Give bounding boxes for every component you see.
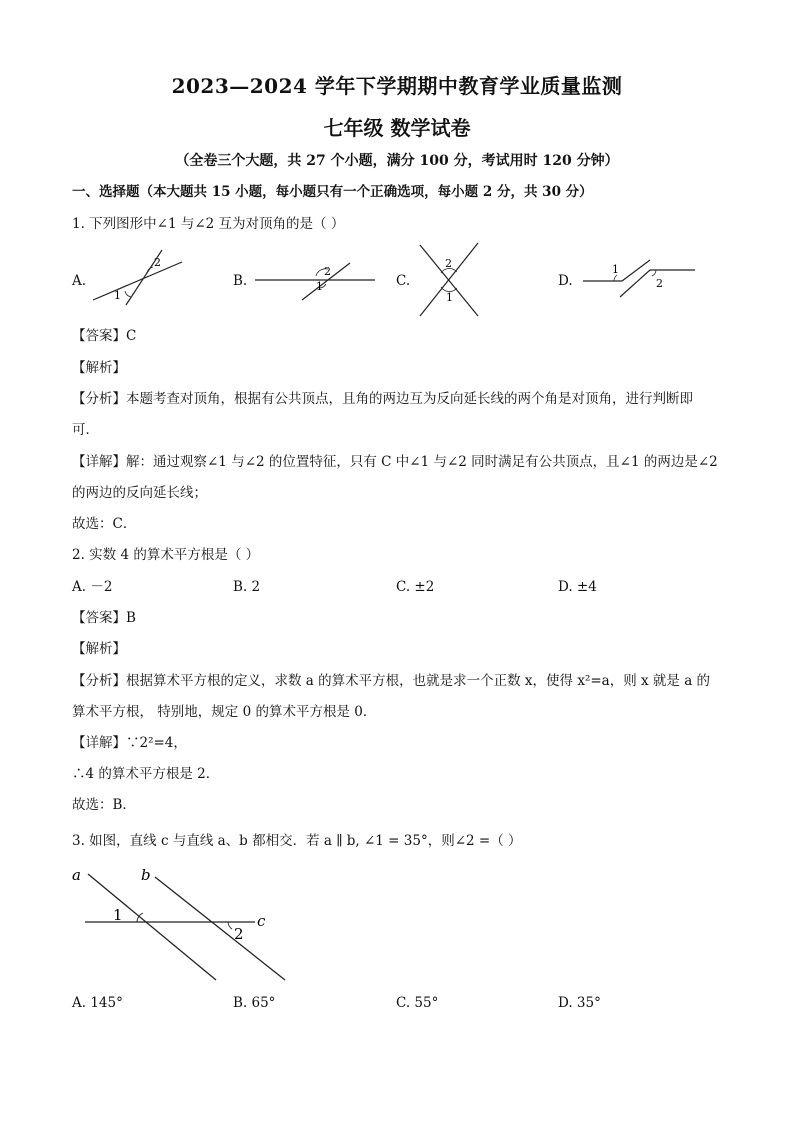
q1-analysis-line-1: 【分析】本题考查对顶角，根据有公共顶点，且角的两边互为反向延长线的两个角是对顶角，进行判断即 — [72, 391, 693, 407]
q1-answer: 【答案】C — [72, 328, 137, 344]
question-1-stem: 1. 下列图形中∠1 与∠2 互为对顶角的是（ ） — [72, 216, 345, 232]
q1-option-a-label: A. — [72, 273, 87, 289]
q1-figure-d — [580, 255, 700, 305]
exam-title: 2023—2024 学年下学期期中教育学业质量监测 — [171, 74, 623, 98]
q2-analysis-line-2: 算术平方根， 特别地，规定 0 的算术平方根是 0． — [72, 704, 377, 720]
q1-figure-b — [250, 255, 380, 305]
q3-option-b: B. 65° — [233, 995, 276, 1011]
exam-subtitle: 七年级 数学试卷 — [323, 116, 471, 140]
q3-line-b-label: b — [141, 866, 151, 884]
q2-answer: 【答案】B — [72, 610, 136, 626]
q3-option-d: D. 35° — [558, 995, 601, 1011]
exam-note: （全卷三个大题，共 27 个小题，满分 100 分，考试用时 120 分钟） — [175, 153, 619, 169]
q1-analysis-heading: 【解析】 — [72, 360, 126, 376]
q3-option-c: C. 55° — [396, 995, 439, 1011]
q1-figure-c — [415, 240, 485, 320]
q3-line-c-label: c — [257, 912, 266, 930]
question-3-stem: 3. 如图，直线 c 与直线 a、b 都相交．若 a ∥ b, ∠1 = 35°，则∠2 =（ ） — [72, 833, 522, 849]
q1d-angle-1-label: 1 — [612, 263, 619, 276]
q3-angle-1-label: 1 — [113, 906, 123, 924]
q3-figure — [70, 862, 290, 987]
q1c-angle-2-label: 2 — [445, 257, 452, 270]
q2-analysis-heading: 【解析】 — [72, 641, 126, 657]
q1-choice: 故选：C． — [72, 516, 137, 532]
q2-analysis-line-1: 【分析】根据算术平方根的定义，求数 a 的算术平方根，也就是求一个正数 x，使得 x²=a，则 x 就是 a 的 — [72, 673, 711, 689]
q1-detail-line-2: 的两边的反向延长线； — [72, 485, 207, 501]
q1-option-c-label: C. — [396, 273, 411, 289]
q2-option-a: A. －2 — [72, 579, 113, 595]
q1b-angle-2-label: 2 — [324, 265, 331, 278]
q3-option-a: A. 145° — [72, 995, 123, 1011]
q2-option-c: C. ±2 — [396, 579, 435, 595]
q1a-angle-1-label: 1 — [114, 289, 121, 302]
q1a-angle-2-label: 2 — [154, 256, 161, 269]
section-heading: 一、选择题（本大题共 15 小题，每小题只有一个正确选项，每小题 2 分，共 30 分） — [72, 184, 593, 200]
q2-option-d: D. ±4 — [558, 579, 597, 595]
q1-detail-line-1: 【详解】解：通过观察∠1 与∠2 的位置特征，只有 C 中∠1 与∠2 同时满足有公共顶点，且∠1 的两边是∠2 — [72, 454, 718, 470]
q2-option-b: B. 2 — [233, 579, 261, 595]
q2-detail-line-2: ∴4 的算术平方根是 2． — [72, 766, 220, 782]
q3-line-a-label: a — [72, 866, 81, 884]
q1-option-d-label: D. — [558, 273, 573, 289]
q2-detail-line-1: 【详解】∵2²=4， — [72, 735, 187, 751]
q1-analysis-line-2: 可． — [72, 422, 99, 438]
q1b-angle-1-label: 1 — [316, 280, 323, 293]
q3-angle-2-label: 2 — [234, 925, 244, 943]
q2-choice: 故选：B． — [72, 797, 136, 813]
question-2-stem: 2. 实数 4 的算术平方根是（ ） — [72, 547, 260, 563]
q1-option-b-label: B. — [233, 273, 248, 289]
q1d-angle-2-label: 2 — [656, 277, 663, 290]
q1-figure-a — [88, 245, 188, 310]
q1c-angle-1-label: 1 — [446, 291, 453, 304]
